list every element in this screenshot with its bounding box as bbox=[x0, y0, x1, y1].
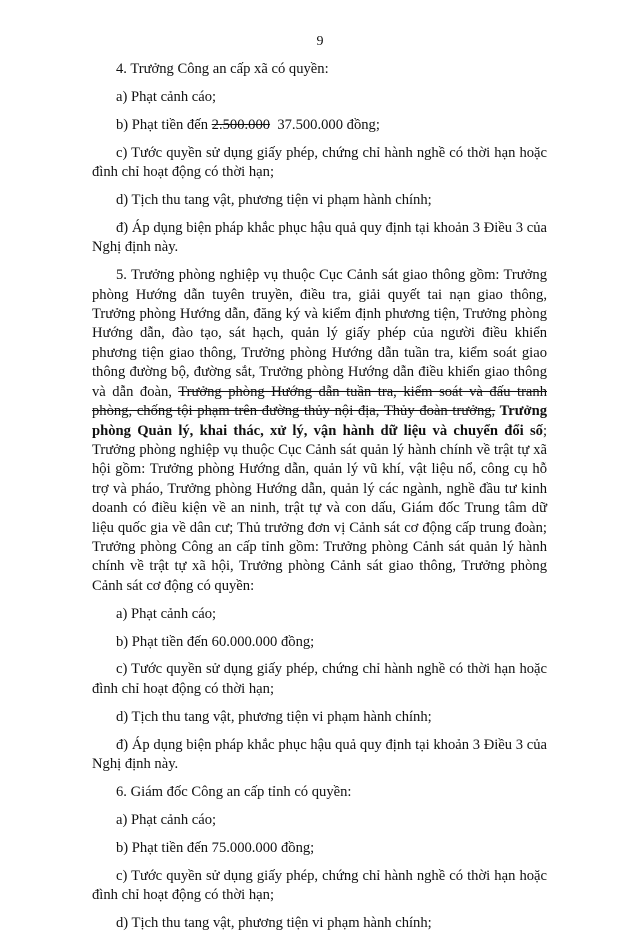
sec4-b-deleted-amount: 2.500.000 bbox=[211, 116, 271, 133]
sec5-item-dd: đ) Áp dụng biện pháp khắc phục hậu quả quy định tại khoản 3 Điều 3 của Nghị định này. bbox=[92, 736, 547, 773]
sec5-item-b: b) Phạt tiền đến 60.000.000 đồng; bbox=[116, 633, 315, 650]
sec5-item-a: a) Phạt cảnh cáo; bbox=[116, 605, 217, 622]
sec5-part2: ; Trưởng phòng nghiệp vụ thuộc Cục Cảnh sát quản lý hành chính về trật tự xã hội gồm: Trưởng phòng Hướng dẫn, quản lý vũ khí, vật liệu nổ, công cụ hỗ trợ và pháo, Trưởng phòng Hướng dẫn, quản lý các ngành, nghề đầu tư kinh doanh có điều kiện về an ninh, trật tự và con dấu, Giám đốc Trung tâm dữ liệu quốc gia về dân cư; Thủ trưởng đơn vị Cảnh sát cơ động cấp trung đoàn; Trưởng phòng Công an cấp tỉnh gồm: Trưởng phòng Cảnh sát quản lý hành chính về trật tự xã hội, Trưởng phòng Cảnh sát giao thông, Trưởng phòng Cảnh sát cơ động có quyền: bbox=[92, 422, 547, 594]
page-number: 9 bbox=[316, 34, 324, 49]
sec6-item-d: d) Tịch thu tang vật, phương tiện vi phạm hành chính; bbox=[116, 915, 432, 932]
sec4-item-a: a) Phạt cảnh cáo; bbox=[116, 88, 217, 105]
sec5-item-d: d) Tịch thu tang vật, phương tiện vi phạm hành chính; bbox=[116, 708, 432, 725]
sec5-item-c: c) Tước quyền sử dụng giấy phép, chứng chỉ hành nghề có thời hạn hoặc đình chỉ hoạt động có thời hạn; bbox=[92, 661, 547, 697]
sec4-b-prefix: b) Phạt tiền đến bbox=[116, 116, 212, 133]
sec4-item-b bbox=[92, 116, 547, 135]
sec5-deleted-text: Trưởng phòng Hướng dẫn tuần tra, kiểm soát và đấu tranh phòng, chống tội phạm trên đường thủy nội địa, Thủy đoàn trưởng, bbox=[92, 383, 548, 420]
sec6-item-b: b) Phạt tiền đến 75.000.000 đồng; bbox=[116, 839, 315, 856]
sec4-b-suffix: 37.500.000 đồng; bbox=[270, 116, 380, 133]
sec4-item-dd: đ) Áp dụng biện pháp khắc phục hậu quả quy định tại khoản 3 Điều 3 của Nghị định này. bbox=[92, 219, 547, 256]
sec5-part1: 5. Trưởng phòng nghiệp vụ thuộc Cục Cảnh sát giao thông gồm: Trưởng phòng Hướng dẫn tuyên truyền, điều tra, giải quyết tai nạn giao thông, Trưởng phòng Hướng dẫn, đăng ký và kiểm định phương tiện, Trưởng phòng Hướng dẫn, đào tạo, sát hạch, quản lý giấy phép của người điều khiển phương tiện giao thông, Trưởng phòng Hướng dẫn tuần tra, kiểm soát giao thông đường bộ, đường sắt, Trưởng phòng Hướng dẫn điều khiển giao thông và dẫn đoàn, bbox=[92, 267, 547, 400]
sec5-inserted-text: Trưởng phòng Quản lý, khai thác, xử lý, vận hành dữ liệu và chuyển đổi số bbox=[92, 403, 548, 439]
sec4-heading: 4. Trưởng Công an cấp xã có quyền: bbox=[116, 61, 329, 77]
sec6-item-c: c) Tước quyền sử dụng giấy phép, chứng chỉ hành nghề có thời hạn hoặc đình chỉ hoạt động có thời hạn; bbox=[92, 867, 547, 904]
sec4-item-c: c) Tước quyền sử dụng giấy phép, chứng chỉ hành nghề có thời hạn hoặc đình chỉ hoạt động có thời hạn; bbox=[92, 144, 547, 181]
sec6-item-a: a) Phạt cảnh cáo; bbox=[116, 811, 217, 828]
sec5-heading bbox=[92, 266, 547, 596]
sec4-item-d: d) Tịch thu tang vật, phương tiện vi phạm hành chính; bbox=[116, 192, 432, 209]
document-body bbox=[92, 60, 547, 942]
sec6-heading: 6. Giám đốc Công an cấp tỉnh có quyền: bbox=[116, 784, 352, 800]
